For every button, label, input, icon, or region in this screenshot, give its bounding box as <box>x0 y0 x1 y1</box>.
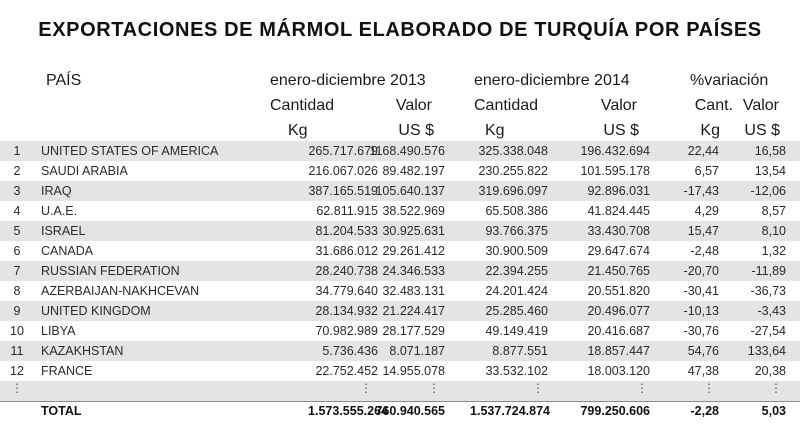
row-val-2014: 29.647.674 <box>587 244 650 258</box>
total-var-val: 5,03 <box>761 404 786 418</box>
header-unit-qty-2014: Kg <box>485 122 505 139</box>
table-row <box>0 221 800 241</box>
row-qty-2014: 49.149.419 <box>485 324 548 338</box>
row-country: AZERBAIJAN-NAKHCEVAN <box>41 284 200 298</box>
row-number: 9 <box>13 304 21 318</box>
header-val-2014: Valor <box>600 97 637 114</box>
header-unit-var-val: US $ <box>744 122 780 139</box>
row-val-2014: 20.496.077 <box>587 304 650 318</box>
row-val-2014: 21.450.765 <box>587 264 650 278</box>
header-period-2013: enero-diciembre 2013 <box>270 72 426 89</box>
row-var-qty: -30,41 <box>683 284 719 298</box>
row-number: 8 <box>13 284 21 298</box>
row-number: 1 <box>13 144 21 158</box>
row-var-qty: 54,76 <box>687 344 719 358</box>
total-val-2014: 799.250.606 <box>580 404 650 418</box>
header-variation: %variación <box>690 72 769 89</box>
row-number: 2 <box>13 164 21 178</box>
row-var-qty: -10,13 <box>683 304 719 318</box>
row-var-val: -36,73 <box>750 284 786 298</box>
row-qty-2014: 33.532.102 <box>485 364 548 378</box>
ellipsis-qty-2013: ⋮ <box>360 381 372 395</box>
table-row <box>0 161 800 181</box>
page-title: EXPORTACIONES DE MÁRMOL ELABORADO DE TURQUÍA POR PAÍSES <box>38 19 762 41</box>
row-qty-2013: 81.204.533 <box>315 224 378 238</box>
row-country: RUSSIAN FEDERATION <box>41 264 180 278</box>
row-qty-2014: 25.285.460 <box>485 304 548 318</box>
total-qty-2014: 1.537.724.874 <box>470 404 550 418</box>
total-divider <box>0 401 800 402</box>
row-number: 6 <box>13 244 21 258</box>
row-val-2014: 101.595.178 <box>580 164 650 178</box>
row-var-val: 20,38 <box>754 364 786 378</box>
row-var-qty: -2,48 <box>690 244 719 258</box>
row-var-qty: 22,44 <box>687 144 719 158</box>
row-qty-2014: 8.877.551 <box>492 344 548 358</box>
row-qty-2013: 31.686.012 <box>315 244 378 258</box>
table-row <box>0 321 800 341</box>
row-qty-2013: 265.717.679 <box>308 144 378 158</box>
table-row <box>0 341 800 361</box>
table-row <box>0 201 800 221</box>
data-table <box>0 141 800 423</box>
ellipsis-val-2014: ⋮ <box>636 381 648 395</box>
row-val-2013: 28.177.529 <box>382 324 445 338</box>
row-qty-2013: 28.240.738 <box>315 264 378 278</box>
row-val-2014: 196.432.694 <box>580 144 650 158</box>
total-val-2013: 760.940.565 <box>375 404 445 418</box>
row-qty-2014: 319.696.097 <box>478 184 548 198</box>
row-country: ISRAEL <box>41 224 86 238</box>
row-val-2014: 20.416.687 <box>587 324 650 338</box>
row-val-2013: 24.346.533 <box>382 264 445 278</box>
total-var-qty: -2,28 <box>690 404 719 418</box>
row-qty-2014: 65.508.386 <box>485 204 548 218</box>
header-val-2013: Valor <box>395 97 432 114</box>
row-val-2013: 30.925.631 <box>382 224 445 238</box>
row-var-val: -12,06 <box>750 184 786 198</box>
header-qty-2013: Cantidad <box>270 97 335 114</box>
header-unit-var-qty: Kg <box>700 122 720 139</box>
ellipsis-number: ⋮ <box>11 381 23 395</box>
row-var-val: -11,89 <box>751 264 786 278</box>
row-number: 3 <box>13 184 21 198</box>
header-qty-2014: Cantidad <box>474 97 539 114</box>
row-val-2014: 18.003.120 <box>587 364 650 378</box>
row-number: 12 <box>10 364 24 378</box>
row-val-2014: 20.551.820 <box>587 284 650 298</box>
row-qty-2014: 24.201.424 <box>485 284 548 298</box>
row-qty-2014: 93.766.375 <box>485 224 548 238</box>
total-label: TOTAL <box>41 404 82 418</box>
row-val-2014: 18.857.447 <box>587 344 650 358</box>
row-country: UNITED STATES OF AMERICA <box>41 144 219 158</box>
header-var-qty: Cant. <box>694 97 733 114</box>
row-val-2013: 14.955.078 <box>382 364 445 378</box>
row-val-2014: 33.430.708 <box>587 224 650 238</box>
table-row <box>0 181 800 201</box>
row-qty-2013: 387.165.519 <box>308 184 378 198</box>
row-var-qty: 4,29 <box>694 204 719 218</box>
row-var-val: 13,54 <box>754 164 786 178</box>
row-qty-2014: 30.900.509 <box>485 244 548 258</box>
ellipsis-row <box>0 381 800 401</box>
row-country: LIBYA <box>41 324 76 338</box>
total-row <box>0 401 800 423</box>
row-val-2013: 29.261.412 <box>382 244 445 258</box>
row-country: IRAQ <box>41 184 72 198</box>
row-qty-2014: 22.394.255 <box>485 264 548 278</box>
ellipsis-val-2013: ⋮ <box>428 381 440 395</box>
row-val-2014: 92.896.031 <box>587 184 650 198</box>
ellipsis-var-val: ⋮ <box>770 381 782 395</box>
table-row <box>0 301 800 321</box>
header-period-2014: enero-diciembre 2014 <box>474 72 630 89</box>
row-val-2013: 32.483.131 <box>382 284 445 298</box>
total-qty-2013: 1.573.555.264 <box>308 404 388 418</box>
row-country: CANADA <box>41 244 94 258</box>
table-row <box>0 361 800 381</box>
header-unit-val-2014: US $ <box>603 122 639 139</box>
row-val-2013: 21.224.417 <box>382 304 445 318</box>
row-country: U.A.E. <box>41 204 78 218</box>
row-number: 5 <box>13 224 21 238</box>
row-val-2013: 8.071.187 <box>389 344 445 358</box>
row-var-val: 1,32 <box>761 244 786 258</box>
ellipsis-qty-2014: ⋮ <box>532 381 544 395</box>
row-number: 10 <box>10 324 24 338</box>
header-unit-val-2013: US $ <box>398 122 434 139</box>
header-unit-qty-2013: Kg <box>288 122 308 139</box>
row-val-2014: 41.824.445 <box>587 204 650 218</box>
row-var-val: 133,64 <box>747 344 786 358</box>
row-qty-2013: 28.134.932 <box>315 304 378 318</box>
row-val-2013: 1168.490.576 <box>369 144 445 158</box>
header-var-val: Valor <box>742 97 779 114</box>
ellipsis-var-qty: ⋮ <box>703 381 715 395</box>
row-var-qty: -17,43 <box>683 184 719 198</box>
row-qty-2013: 216.067.026 <box>308 164 378 178</box>
row-var-val: 16,58 <box>754 144 786 158</box>
row-val-2013: 38.522.969 <box>382 204 445 218</box>
row-qty-2013: 5.736.436 <box>322 344 378 358</box>
row-var-qty: 47,38 <box>687 364 719 378</box>
row-var-val: -27,54 <box>750 324 786 338</box>
row-number: 7 <box>13 264 21 278</box>
row-var-val: -3,43 <box>757 304 786 318</box>
row-val-2013: 105.640.137 <box>375 184 445 198</box>
row-qty-2014: 230.255.822 <box>478 164 548 178</box>
row-qty-2013: 62.811.915 <box>316 204 378 218</box>
row-var-qty: -20,70 <box>683 264 719 278</box>
row-var-qty: -30,76 <box>683 324 719 338</box>
row-var-qty: 15,47 <box>687 224 719 238</box>
row-val-2013: 89.482.197 <box>382 164 445 178</box>
table-row <box>0 141 800 161</box>
row-country: SAUDI ARABIA <box>41 164 128 178</box>
row-country: FRANCE <box>41 364 93 378</box>
table-row <box>0 281 800 301</box>
row-qty-2013: 34.779.640 <box>315 284 378 298</box>
table-row <box>0 261 800 281</box>
row-qty-2014: 325.338.048 <box>478 144 548 158</box>
header-country: PAÍS <box>46 72 82 89</box>
row-qty-2013: 22.752.452 <box>315 364 378 378</box>
row-number: 11 <box>10 344 24 358</box>
row-var-val: 8,10 <box>761 224 786 238</box>
row-var-qty: 6,57 <box>694 164 719 178</box>
row-country: UNITED KINGDOM <box>41 304 151 318</box>
row-var-val: 8,57 <box>761 204 786 218</box>
row-number: 4 <box>13 204 21 218</box>
table-row <box>0 241 800 261</box>
row-qty-2013: 70.982.989 <box>315 324 378 338</box>
row-country: KAZAKHSTAN <box>41 344 124 358</box>
